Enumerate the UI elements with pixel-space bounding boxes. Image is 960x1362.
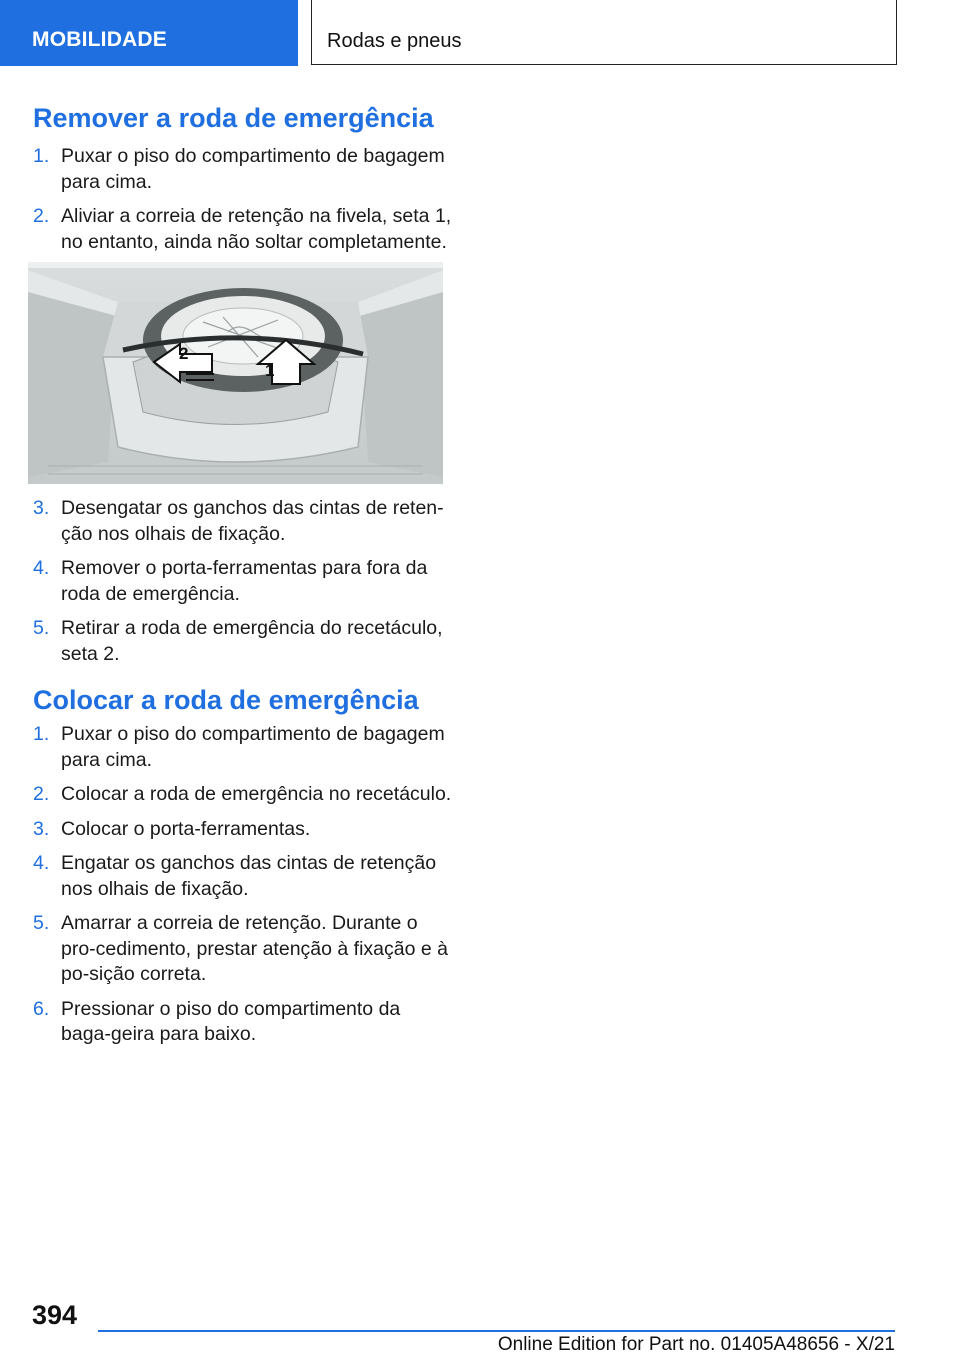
list-item	[33, 496, 453, 547]
step-number: 1.	[33, 145, 50, 167]
spare-wheel-illustration	[28, 262, 443, 484]
trunk-illustration-svg	[28, 262, 443, 484]
arrow-2-label: 2	[179, 344, 189, 363]
section1-steps-a	[33, 144, 453, 264]
step-number: 6.	[33, 997, 50, 1020]
list-item	[33, 782, 453, 808]
list-item	[33, 851, 453, 902]
section1-steps-b	[33, 496, 453, 676]
arrow-1-label: 1	[265, 361, 275, 380]
header-chapter-label: Rodas e pneus	[327, 30, 462, 52]
section2-steps	[33, 722, 453, 1057]
list-item	[33, 722, 453, 773]
step-text: Amarrar a correia de retenção. Durante o pro‐cedimento, prestar atenção à fixação e à po‐sição correta.	[61, 912, 448, 985]
list-item	[33, 556, 453, 607]
step-number: 3.	[33, 817, 50, 840]
footer-divider	[98, 1330, 895, 1332]
step-text: Desengatar os ganchos das cintas de reten‐ção nos olhais de fixação.	[61, 497, 444, 545]
step-text: Remover o porta-ferramentas para fora da roda de emergência.	[61, 557, 428, 605]
footer-edition: Online Edition for Part no. 01405A48656 - X/21	[497, 1334, 895, 1355]
step-number: 4.	[33, 557, 50, 579]
step-text: Puxar o piso do compartimento de bagagem para cima.	[61, 145, 445, 193]
step-number: 5.	[33, 912, 50, 934]
step-text: Colocar o porta-ferramentas.	[61, 817, 311, 840]
header-chapter-box	[311, 0, 897, 65]
step-text: Pressionar o piso do compartimento da baga‐geira para baixo.	[61, 997, 401, 1045]
list-item	[33, 911, 453, 988]
step-number: 1.	[33, 723, 50, 745]
list-item	[33, 144, 453, 195]
list-item	[33, 997, 453, 1048]
list-item	[33, 616, 453, 667]
step-text: Puxar o piso do compartimento de bagagem para cima.	[61, 723, 445, 771]
step-number: 5.	[33, 617, 50, 639]
step-number: 2.	[33, 205, 50, 227]
list-item	[33, 817, 453, 843]
page-number: 394	[32, 1300, 78, 1330]
section1-title: Remover a roda de emergência	[33, 103, 434, 133]
step-text: Aliviar a correia de retenção na fivela, seta 1, no entanto, ainda não soltar completamente.	[61, 205, 452, 253]
step-number: 2.	[33, 783, 50, 805]
list-item	[33, 204, 453, 255]
header-section-tab	[0, 0, 298, 66]
step-number: 3.	[33, 497, 50, 519]
section2-title: Colocar a roda de emergência	[33, 685, 419, 715]
step-number: 4.	[33, 852, 50, 874]
step-text: Retirar a roda de emergência do recetáculo, seta 2.	[61, 617, 443, 665]
header-section-label: MOBILIDADE	[32, 28, 167, 51]
step-text: Colocar a roda de emergência no recetáculo.	[61, 783, 452, 805]
step-text: Engatar os ganchos das cintas de retenção nos olhais de fixação.	[61, 852, 437, 900]
